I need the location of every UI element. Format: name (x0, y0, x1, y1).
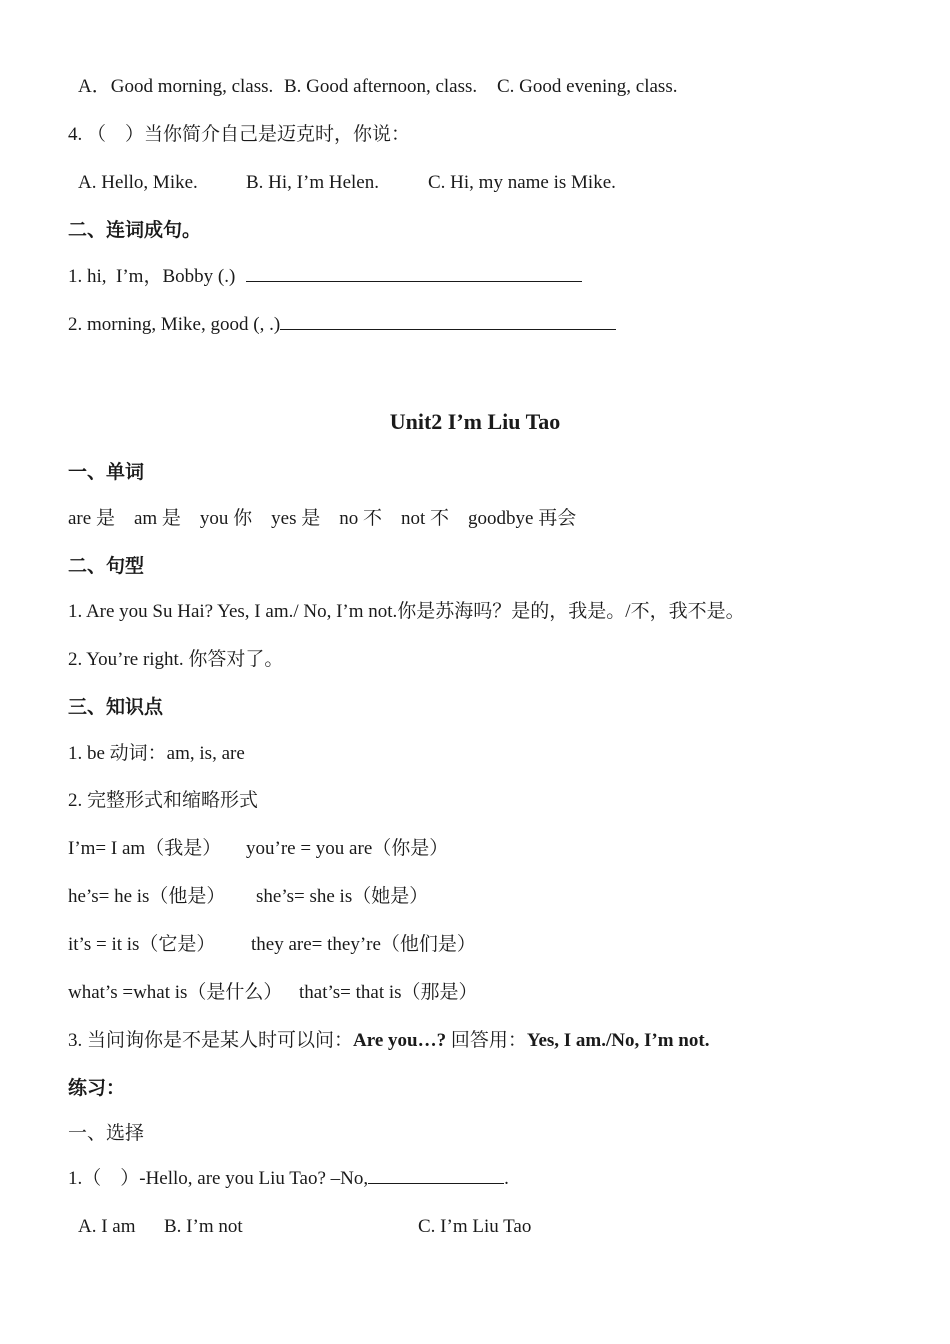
pattern-2: 2. You’re right. 你答对了。 (68, 649, 284, 670)
knowledge-3-prefix: 3. 当问询你是不是某人时可以问： (68, 1030, 354, 1051)
unit2-title: Unit2 I’m Liu Tao (389, 409, 561, 434)
contraction-what-is: what’s =what is（是什么） (68, 982, 283, 1003)
connect-item-2 (68, 313, 616, 337)
knowledge-3-question: Are you…? (353, 1030, 447, 1051)
section-connect-heading: 二、连词成句。 (68, 220, 202, 241)
connect-item-1-text: 1. hi, I’m，Bobby (.) (68, 266, 236, 287)
connect-item-1 (68, 265, 582, 289)
contraction-i-am: I’m= I am（我是） (68, 838, 222, 859)
pattern-1: 1. Are you Su Hai? Yes, I am./ No, I’m not.你是苏海吗？是的，我是。/不，我不是。 (68, 601, 745, 622)
practice-option-b: B. I’m not (164, 1216, 243, 1237)
knowledge-3-mid: 回答用： (446, 1030, 527, 1051)
answer-blank[interactable] (280, 314, 616, 330)
connect-item-2-text: 2. morning, Mike, good (, .) (68, 314, 281, 335)
words-heading: 一、单词 (68, 462, 145, 483)
practice-question-1 (68, 1167, 509, 1191)
answer-blank[interactable] (368, 1168, 504, 1184)
answer-blank[interactable] (246, 266, 582, 282)
practice-option-c: C. I’m Liu Tao (418, 1216, 532, 1237)
q4-question: 4. （ ）当你简介自己是迈克时，你说： (68, 124, 411, 145)
contraction-it-is: it’s = it is（它是） (68, 934, 216, 955)
contraction-that-is: that’s= that is（那是） (299, 982, 478, 1003)
patterns-heading: 二、句型 (68, 556, 145, 577)
contraction-you-are: you’re = you are（你是） (246, 838, 449, 859)
knowledge-2: 2. 完整形式和缩略形式 (68, 790, 259, 811)
q3-option-b: B. Good afternoon, class. (284, 76, 478, 97)
q3-option-a: A．Good morning, class. (78, 76, 274, 97)
practice-question-1-end: . (504, 1168, 509, 1189)
contraction-he-is: he’s= he is（他是） (68, 886, 226, 907)
knowledge-3 (68, 1029, 709, 1053)
knowledge-heading: 三、知识点 (68, 697, 164, 718)
q4-option-b: B. Hi, I’m Helen. (246, 172, 379, 193)
contraction-they-are: they are= they’re（他们是） (251, 934, 476, 955)
words-list: are 是 am 是 you 你 yes 是 no 不 not 不 goodbye 再会 (68, 508, 577, 529)
knowledge-1: 1. be 动词：am, is, are (68, 743, 245, 764)
practice-heading: 练习： (68, 1078, 126, 1099)
practice-question-1-text: 1.（ ）-Hello, are you Liu Tao? –No, (68, 1168, 369, 1189)
q4-option-a: A. Hello, Mike. (78, 172, 198, 193)
contraction-she-is: she’s= she is（她是） (256, 886, 429, 907)
practice-option-a: A. I am (78, 1216, 136, 1237)
q3-option-c: C. Good evening, class. (497, 76, 678, 97)
practice-subheading: 一、选择 (68, 1123, 145, 1144)
q4-option-c: C. Hi, my name is Mike. (428, 172, 616, 193)
knowledge-3-answer: Yes, I am./No, I’m not. (526, 1030, 710, 1051)
